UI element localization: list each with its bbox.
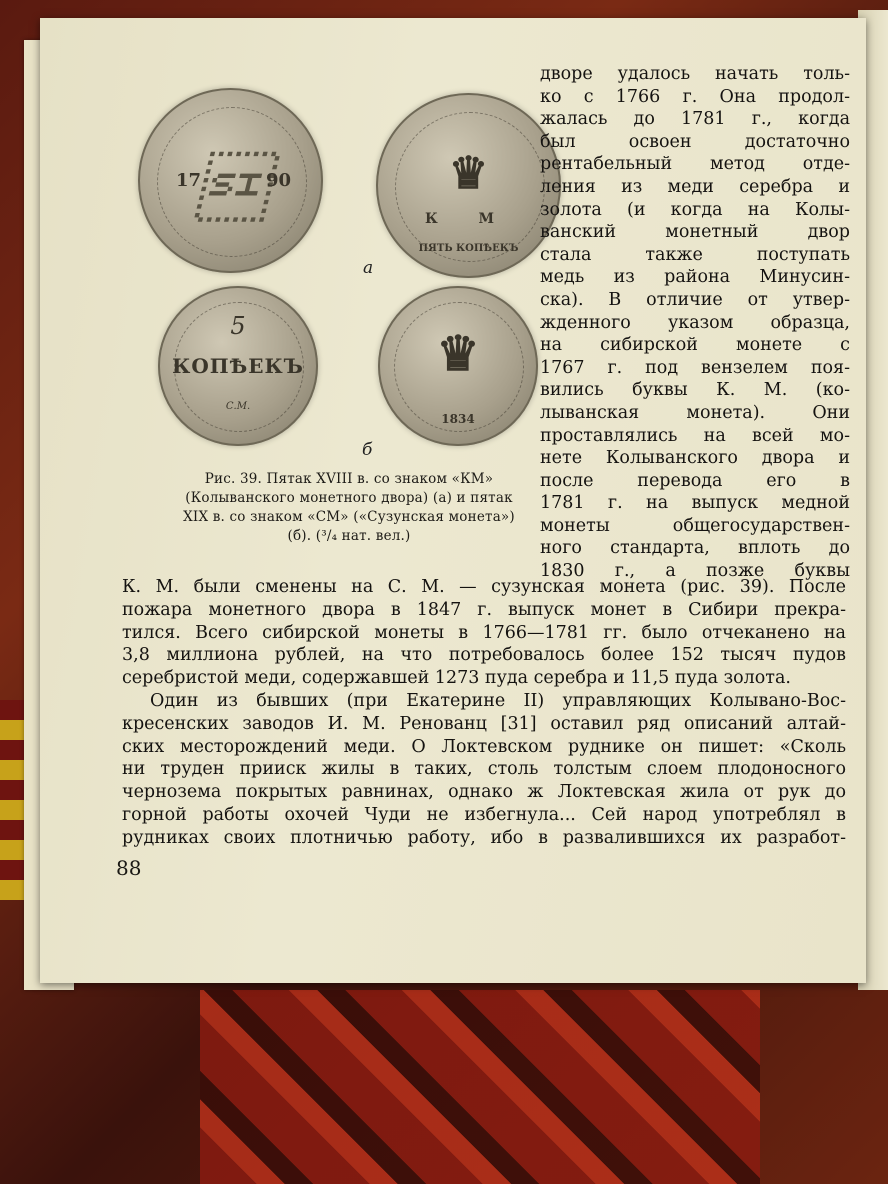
caption-line: (Колыванского монетного двора) (а) и пятак — [185, 490, 513, 506]
text-line: жденного указом образца, — [540, 312, 850, 333]
coin-a-obverse — [138, 88, 323, 273]
coin-b-reverse — [378, 286, 538, 446]
caption-line: XIX в. со знаком «СМ» («Сузунская монета») — [183, 509, 515, 525]
right-column-text — [540, 63, 850, 583]
text-line: был освоен достаточно — [540, 131, 850, 152]
text-line: ления из меди серебра и — [540, 176, 850, 197]
coin-a-monogram:  — [195, 148, 266, 230]
text-line: стала также поступать — [540, 244, 850, 265]
coin-b-value: 5 — [230, 312, 246, 340]
coin-b-obverse — [158, 286, 318, 446]
text-line: К. М. были сменены на С. М. — сузунская монета (рис. 39). После — [122, 577, 846, 597]
coin-a-mark: К М — [424, 211, 513, 227]
text-line: жалась до 1781 г., когда — [540, 109, 850, 130]
text-line: рудниках своих плотничью работу, ибо в развалившихся их разработ- — [122, 827, 846, 848]
coin-a-reverse — [376, 93, 561, 278]
text-line: монеты общегосударствен- — [540, 515, 850, 536]
coin-b-year: 1834 — [441, 412, 475, 426]
text-line: лыванская монета). Они — [540, 402, 850, 423]
text-line: 3,8 миллиона рублей, на что потребовалось более 152 тысяч пудов — [122, 645, 846, 666]
caption-line: Рис. 39. Пятак XVIII в. со знаком «КМ» — [204, 471, 494, 487]
text-line: кресенских заводов И. М. Ренованц [31] оставил ряд описаний алтай- — [122, 713, 846, 734]
paragraph-start-line: Один из бывших (при Екатерине II) управляющих Колывано-Вос- — [150, 690, 846, 711]
text-line: ванский монетный двор — [540, 222, 850, 243]
carpet-pattern — [200, 990, 760, 1184]
coin-a-year-right: 90 — [265, 170, 291, 191]
coin-a-year-left: 17 — [176, 170, 202, 191]
text-line: дворе удалось начать толь- — [540, 64, 850, 84]
text-line: чернозема покрытых равнинах, однако ж Локтевская жила от рук до — [122, 782, 846, 803]
page-number: 88 — [116, 856, 142, 880]
eagle-icon: ♛ — [448, 148, 489, 199]
text-line: вились буквы К. М. (ко- — [540, 380, 850, 401]
text-line: ного стандарта, вплоть до — [540, 538, 850, 559]
coin-a-denomination: ПЯТЬ КОПѢЕКЪ — [418, 243, 519, 254]
text-line: медь из района Минусин- — [540, 267, 850, 288]
text-line: горной работы охочей Чуди не избегнула... Сей народ употреблял в — [122, 804, 846, 825]
caption-line: (б). (³/₄ нат. вел.) — [287, 528, 411, 544]
text-line: на сибирской монете с — [540, 335, 850, 356]
text-line: пожара монетного двора в 1847 г. выпуск монет в Сибири прекра- — [122, 599, 846, 620]
eagle-icon: ♛ — [436, 326, 480, 382]
coin-b-word: КОПѢЕКЪ — [172, 354, 304, 378]
text-line: 1767 г. под вензелем поя- — [540, 357, 850, 378]
figure-label-b: б — [362, 440, 373, 460]
text-line: ска). В отличие от утвер- — [540, 289, 850, 310]
text-line: проставлялись на всей мо- — [540, 425, 850, 446]
book-page — [40, 18, 866, 983]
text-line: ских месторождений меди. О Локтевском руднике он пишет: «Сколь — [122, 736, 846, 757]
text-line: ни труден прииск жилы в таких, столь толстым слоем плодоносного — [122, 759, 846, 780]
figure-caption — [118, 470, 580, 546]
coin-b-mark: С.М. — [225, 401, 251, 412]
text-line: 1781 г. на выпуск медной — [540, 493, 850, 514]
text-line: рентабельный метод отде- — [540, 154, 850, 175]
text-line: ко с 1766 г. Она продол- — [540, 86, 850, 107]
text-line: золота (и когда на Колы- — [540, 199, 850, 220]
full-width-text — [122, 576, 846, 850]
text-line: тился. Всего сибирской монеты в 1766—1781 гг. было отчеканено на — [122, 622, 846, 643]
text-line: 1830 г., а позже буквы — [540, 561, 850, 582]
text-line: серебристой меди, содержавшей 1273 пуда серебра и 11,5 пуда золота. — [122, 668, 791, 689]
text-line: после перевода его в — [540, 470, 850, 491]
coin-figure — [138, 68, 558, 488]
text-line: нете Колыванского двора и — [540, 448, 850, 469]
figure-label-a: а — [363, 258, 374, 278]
